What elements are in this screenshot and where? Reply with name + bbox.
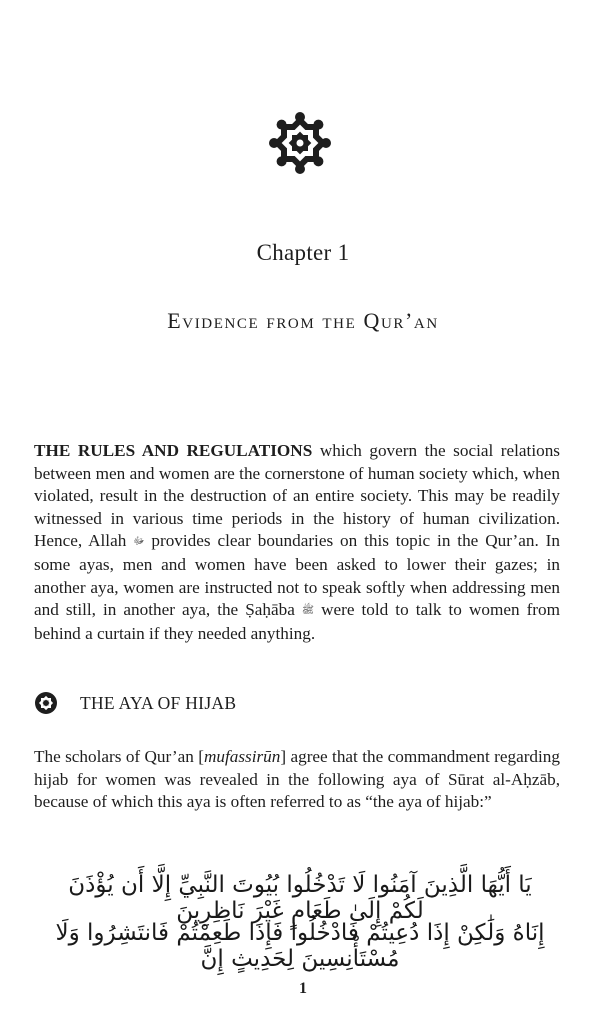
- honorific-glyph: ﷺ: [301, 605, 315, 617]
- chapter-title: Evidence from the Qur’an: [167, 308, 439, 333]
- page-number: 1: [299, 980, 307, 997]
- section-heading: [34, 690, 236, 716]
- arabic-verse-line: يَا أَيُّهَا الَّذِينَ آمَنُوا لَا تَدْخُلُوا بُيُوتَ النَّبِيِّ إِلَّا أَن يُؤْذَنَ لَكُمْ إِلَىٰ طَعَامٍ غَيْرَ نَاظِرِينَ: [68, 872, 532, 924]
- italic-term: mufassirūn: [203, 747, 281, 766]
- ornament-icon: [34, 691, 58, 715]
- paragraph-text: ] agree that the commandment regarding hijab for women was revealed in the following aya of Sūrat al-Aḥzāb, because of which this aya is often referred to as “the aya of hijab:”: [34, 747, 560, 812]
- paragraph-lead: THE RULES AND REGULATIONS: [34, 441, 313, 460]
- section-title: THE AYA OF HIJAB: [80, 692, 237, 713]
- intro-paragraph: [34, 440, 560, 645]
- star-ornament-icon: [268, 111, 332, 175]
- arabic-verse-line: إِنَاهُ وَلَٰكِنْ إِذَا دُعِيتُمْ فَادْخُلُوا فَإِذَا طَعِمْتُمْ فَانتَشِرُوا وَلَا مُسْتَأْنِسِينَ لِحَدِيثٍ إِنَّ: [55, 920, 545, 972]
- paragraph-text: were told to talk to women from behind a curtain if they needed anything.: [34, 600, 560, 643]
- chapter-number: Chapter 1: [256, 240, 350, 265]
- scholars-paragraph: [34, 746, 560, 814]
- honorific-glyph: ﷻ: [133, 536, 145, 548]
- paragraph-text: The scholars of Qur’an [: [34, 747, 204, 766]
- paragraph-text: which govern the social relations between men and women are the cornerstone of human society which, when violated, result in the destruction of an entire society. This may be readily witnessed in various time periods in the history of human civilization. Hence, Allah: [34, 441, 560, 551]
- paragraph-text: provides clear boundaries on this topic in the Qur’an. In some ayas, men and women have been asked to lower their gazes; in another aya, women are instructed not to speak softly when addressing men and still, in another aya, the Ṣaḥāba: [34, 531, 560, 620]
